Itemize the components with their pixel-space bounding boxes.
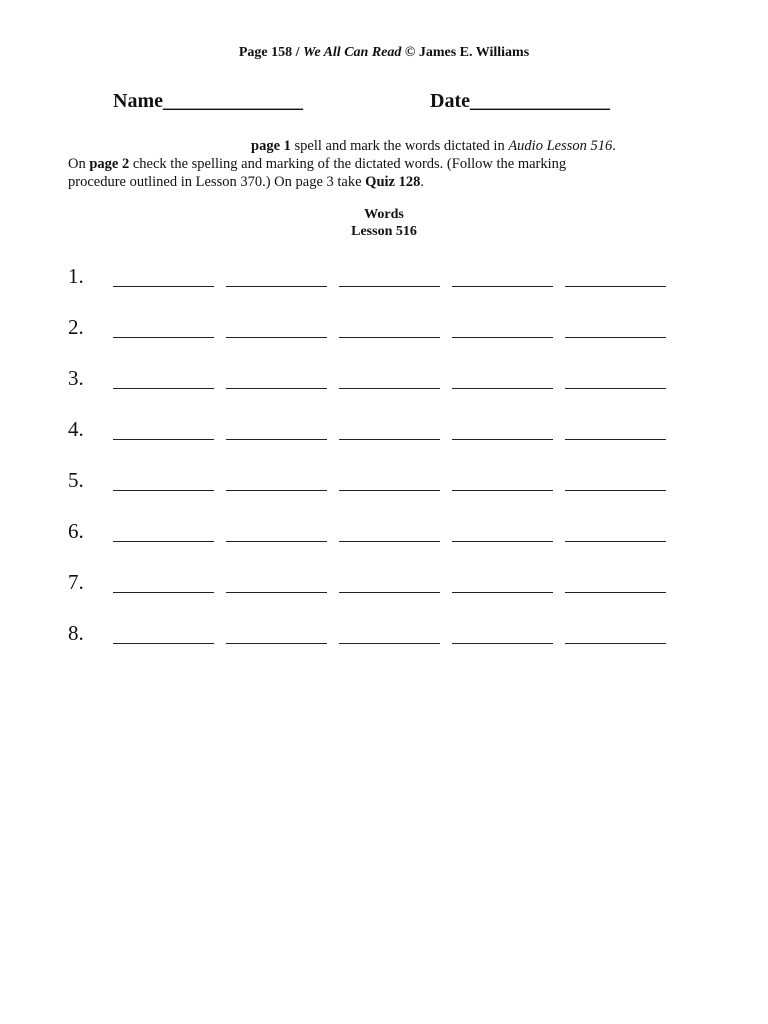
word-blank[interactable] — [226, 439, 327, 440]
word-row — [68, 364, 688, 415]
instruction-end-3: . — [420, 174, 424, 190]
word-blank[interactable] — [565, 337, 666, 338]
word-row — [68, 415, 688, 466]
book-title: We All Can Read — [302, 45, 402, 60]
word-blank[interactable] — [113, 643, 214, 644]
instruction-line-1 — [68, 137, 688, 155]
word-blank[interactable] — [339, 439, 440, 440]
word-blank[interactable] — [339, 388, 440, 389]
word-blank[interactable] — [452, 541, 553, 542]
word-blank[interactable] — [113, 490, 214, 491]
word-blank[interactable] — [565, 388, 666, 389]
word-blank[interactable] — [452, 388, 553, 389]
word-blank[interactable] — [565, 541, 666, 542]
word-blank[interactable] — [565, 490, 666, 491]
words-heading — [0, 206, 768, 240]
row-number: 3. — [68, 366, 84, 390]
row-number: 5. — [68, 468, 84, 492]
word-blank[interactable] — [226, 490, 327, 491]
word-row — [68, 568, 688, 619]
row-number: 7. — [68, 570, 84, 594]
word-blank[interactable] — [339, 286, 440, 287]
instructions — [68, 137, 688, 191]
word-row — [68, 313, 688, 364]
word-row — [68, 517, 688, 568]
word-blank[interactable] — [339, 541, 440, 542]
row-number: 1. — [68, 264, 84, 288]
word-blank[interactable] — [339, 592, 440, 593]
words-title: Words — [364, 207, 404, 222]
word-row — [68, 262, 688, 313]
word-blank[interactable] — [113, 337, 214, 338]
word-blank[interactable] — [226, 592, 327, 593]
word-blank[interactable] — [565, 439, 666, 440]
word-blank[interactable] — [113, 541, 214, 542]
word-blank[interactable] — [113, 286, 214, 287]
word-blank[interactable] — [565, 643, 666, 644]
word-rows — [68, 262, 688, 670]
page-2-reference: page 2 — [89, 156, 130, 172]
word-blank[interactable] — [226, 643, 327, 644]
word-blank[interactable] — [339, 490, 440, 491]
word-blank[interactable] — [339, 643, 440, 644]
audio-lesson-reference: Audio Lesson 516 — [508, 138, 613, 154]
row-number: 6. — [68, 519, 84, 543]
quiz-reference: Quiz 128 — [365, 174, 421, 190]
instruction-text-3: procedure outlined in Lesson 370.) On page 3 take — [68, 174, 366, 190]
instruction-text-1: spell and mark the words dictated in — [290, 138, 509, 154]
word-blank[interactable] — [113, 388, 214, 389]
row-number: 2. — [68, 315, 84, 339]
instruction-text-2: check the spelling and marking of the dictated words. (Follow the marking — [129, 156, 567, 172]
word-blank[interactable] — [452, 592, 553, 593]
word-blank[interactable] — [113, 439, 214, 440]
word-blank[interactable] — [226, 541, 327, 542]
word-row — [68, 619, 688, 670]
instruction-start-2: On — [68, 156, 90, 172]
word-blank[interactable] — [226, 286, 327, 287]
word-blank[interactable] — [452, 643, 553, 644]
word-blank[interactable] — [452, 439, 553, 440]
instruction-line-2 — [68, 155, 688, 173]
word-blank[interactable] — [339, 337, 440, 338]
word-blank[interactable] — [565, 286, 666, 287]
word-blank[interactable] — [565, 592, 666, 593]
name-field-label: Name______________ — [113, 90, 303, 112]
word-blank[interactable] — [452, 337, 553, 338]
word-blank[interactable] — [452, 490, 553, 491]
word-row — [68, 466, 688, 517]
word-blank[interactable] — [452, 286, 553, 287]
date-field-label: Date______________ — [430, 90, 610, 112]
instruction-end-1: . — [612, 138, 616, 154]
instruction-line-3 — [68, 173, 688, 191]
page-number-label: Page 158 / — [238, 45, 303, 60]
row-number: 4. — [68, 417, 84, 441]
word-blank[interactable] — [113, 592, 214, 593]
lesson-subtitle: Lesson 516 — [351, 224, 417, 239]
word-blank[interactable] — [226, 337, 327, 338]
author-credit: © James E. Williams — [401, 45, 530, 60]
page-header — [0, 45, 768, 61]
word-blank[interactable] — [226, 388, 327, 389]
row-number: 8. — [68, 621, 84, 645]
page-1-reference: page 1 — [251, 138, 291, 154]
